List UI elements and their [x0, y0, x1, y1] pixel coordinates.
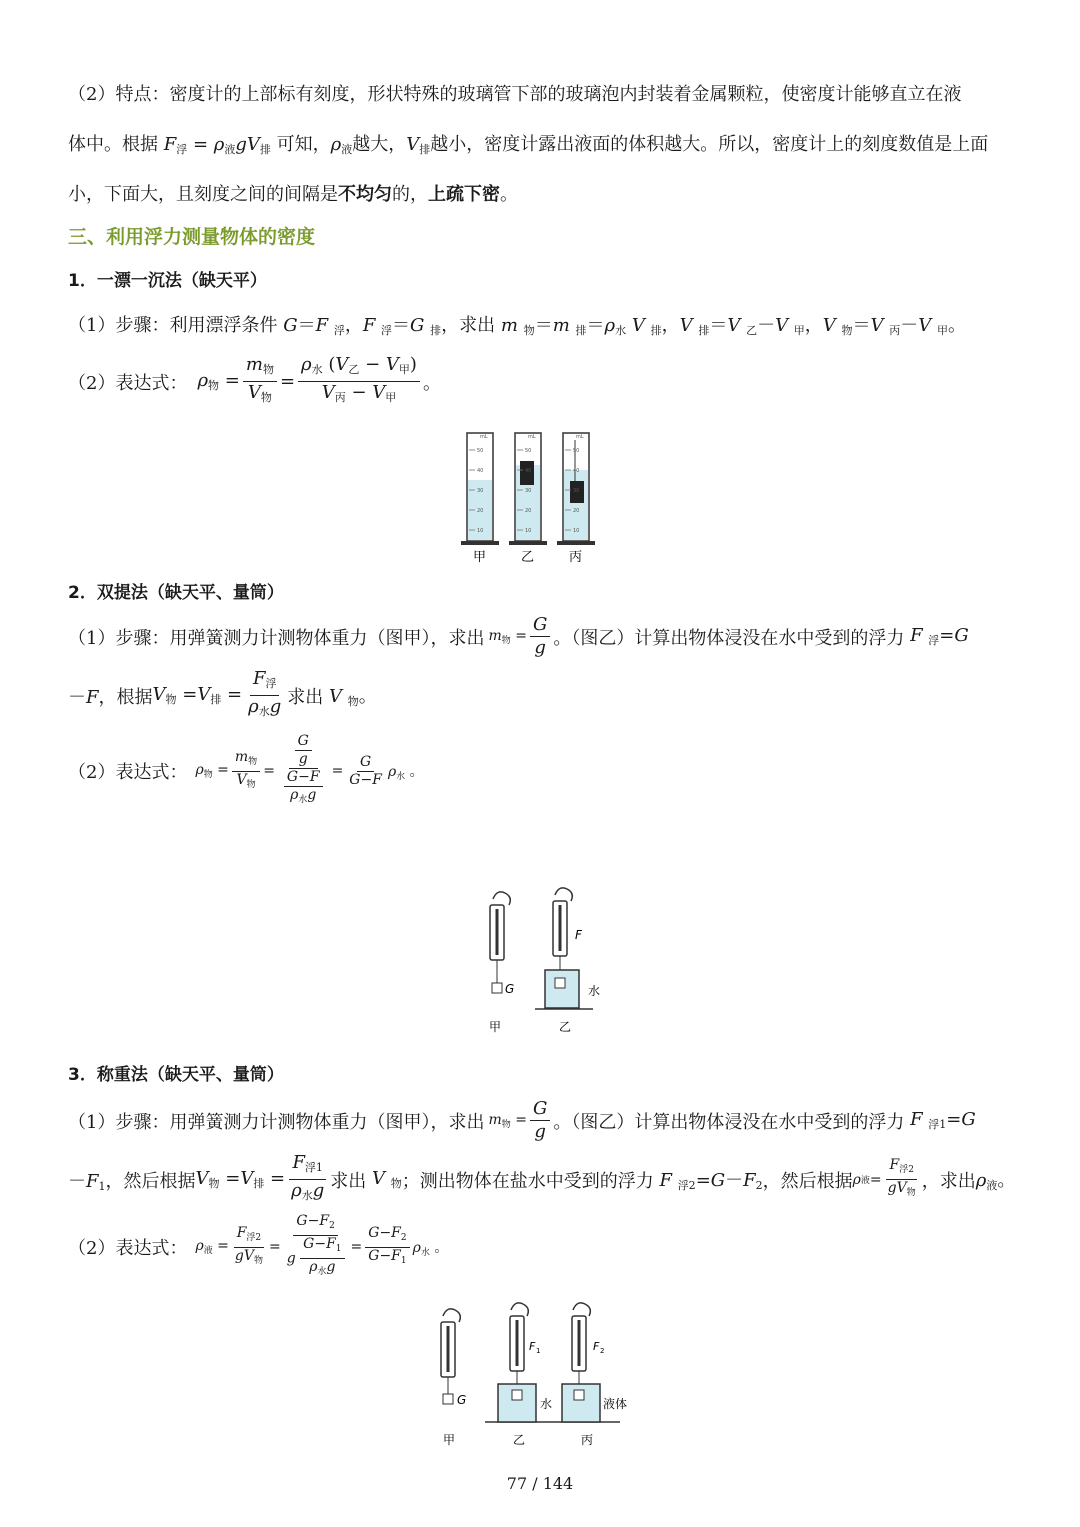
- svg-text:液体: 液体: [603, 1397, 628, 1411]
- label-jia: 甲: [473, 550, 487, 565]
- svg-text:50: 50: [525, 448, 532, 454]
- svg-text:丙: 丙: [581, 1433, 594, 1447]
- svg-text:F: F: [575, 928, 582, 942]
- svg-text:水: 水: [540, 1397, 553, 1411]
- scale3-jia: [441, 1309, 466, 1447]
- svg-text:30: 30: [525, 488, 532, 494]
- method2-step-line1: （1）步骤：用弹簧测力计测物体重力（图甲），求出 $m_物$ = $\frac{G}{g}$ 。（图乙）计算出物体浸没在水中受到的浮力 F $_浮$=G: [68, 614, 969, 658]
- label-bing: 丙: [569, 550, 583, 565]
- svg-text:30: 30: [477, 488, 484, 494]
- scale3-yi: [498, 1303, 552, 1447]
- svg-text:F: F: [529, 1340, 536, 1353]
- svg-text:G: G: [457, 1393, 467, 1407]
- para-feature-line1: （2）特点：密度计的上部标有刻度，形状特殊的玻璃管下部的玻璃泡内封装着金属颗粒，使密度计能够直立在液: [68, 84, 962, 105]
- svg-text:mL: mL: [480, 434, 488, 440]
- section-title: 三、利用浮力测量物体的密度: [68, 226, 316, 248]
- svg-text:30: 30: [573, 488, 580, 494]
- method3-step-line2: $-F_1$ ，然后根据 $V_物 =V_排$ = $\frac{F_{浮1}}{\rho_水g}$ 求出 V $_物$ ；测出物体在盐水中受到的浮力 F $_{浮2}=G-F_2$ ，然后根据 ρ 液 = $\frac{F_{浮2}}{gV_物}$ ，求出 $\rho_液$。: [68, 1152, 1016, 1202]
- scale-yi: [535, 888, 600, 1034]
- svg-text:50: 50: [573, 448, 580, 454]
- svg-text:10: 10: [525, 528, 532, 534]
- svg-text:40: 40: [573, 468, 580, 474]
- spring-scale-figure-3: [435, 1300, 645, 1455]
- label-yi: 乙: [521, 550, 535, 565]
- method2-step-line2: －F ，根据 $V_物 =V_排$ = $\frac{F_浮}{\rho_水g}$ 求出 V $_物$。: [68, 668, 377, 718]
- para-feature-line2: 体中。根据 $F_浮 = \rho_液gV_排$ 可知，$\rho_液$越大，$V_排$越小，密度计露出液面的体积越大。所以，密度计上的刻度数值是上面: [68, 134, 989, 156]
- svg-text:20: 20: [477, 508, 484, 514]
- method2-title: 2．双提法（缺天平、量筒）: [68, 583, 284, 603]
- svg-text:40: 40: [525, 468, 532, 474]
- svg-text:水: 水: [588, 984, 601, 998]
- svg-text:甲: 甲: [489, 1020, 502, 1034]
- page-number: 77 / 144: [506, 1474, 574, 1493]
- method1-step: （1）步骤：利用漂浮条件 G＝F $_浮$，F $_浮$＝G $_排$，求出 m $_物$＝m $_排=\rho_水$ V $_排$，V $_排$＝V $_乙$－V $_甲$，V $_物$＝V $_丙$－V $_甲$。: [68, 315, 966, 337]
- method2-expression: （2）表达式： $\rho_物$ = $\frac{m_物}{V_物}$ = $\frac{\frac{G}{g}}{\frac{G-F}{\rho_水g}}$ = $\frac{G}{G-F}$ $\rho_水$ 。: [68, 733, 424, 805]
- svg-text:2: 2: [600, 1347, 605, 1355]
- para-feature-line3: 小，下面大，且刻度之间的间隔是不均匀的，上疏下密。: [68, 184, 518, 205]
- method1-title: 1．一漂一沉法（缺天平）: [68, 271, 267, 291]
- method3-title: 3．称重法（缺天平、量筒）: [68, 1065, 284, 1085]
- method3-step-line1: （1）步骤：用弹簧测力计测物体重力（图甲），求出 $m_物$ = $\frac{G}{g}$ 。（图乙）计算出物体浸没在水中受到的浮力 F $_{浮1}$=G: [68, 1098, 976, 1142]
- svg-text:20: 20: [573, 508, 580, 514]
- spring-scale-figure-2: [475, 885, 615, 1040]
- svg-text:20: 20: [525, 508, 532, 514]
- svg-text:10: 10: [573, 528, 580, 534]
- svg-text:1: 1: [536, 1347, 541, 1355]
- svg-text:乙: 乙: [513, 1433, 526, 1447]
- svg-text:50: 50: [477, 448, 484, 454]
- svg-text:乙: 乙: [559, 1020, 572, 1034]
- svg-text:mL: mL: [528, 434, 536, 440]
- svg-text:mL: mL: [576, 434, 584, 440]
- scale-jia: [489, 892, 514, 1034]
- method3-expression: （2）表达式： $\rho_液$ = $\frac{F_{浮2}}{gV_物}$ = $G-F_2$ g $\frac{G-F_1}{\rho_水g}$ = $\frac{G-F_2}{G-F_1}$ $\rho_水$ 。: [68, 1213, 449, 1277]
- method1-expression: （2）表达式： $\rho_物$ = $\frac{m_物}{V_物}$ = $\frac{\rho_水 (V_乙 - V_甲)}{V_丙 - V_甲}$ 。: [68, 354, 441, 404]
- svg-text:G: G: [505, 982, 515, 996]
- svg-text:F: F: [593, 1340, 600, 1353]
- svg-text:10: 10: [477, 528, 484, 534]
- scale3-bing: [562, 1303, 627, 1447]
- svg-text:甲: 甲: [443, 1433, 456, 1447]
- cylinders-figure: [455, 425, 605, 565]
- svg-text:40: 40: [477, 468, 484, 474]
